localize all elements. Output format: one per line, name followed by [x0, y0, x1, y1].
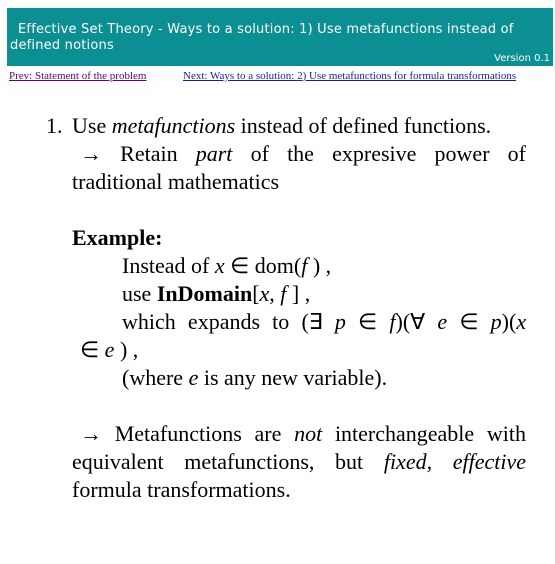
item-emphasis: metafunctions [111, 113, 236, 138]
example-line-3-continued: ∈ e ) , [80, 337, 139, 362]
retain-emphasis: part [195, 141, 233, 166]
item-text: Use [72, 113, 107, 138]
metafunction-note: → Metafunctions are not interchangeable with equivalent metafunctions, but fixed, effective formula transformations. [72, 421, 527, 502]
prev-link[interactable]: Prev: Statement of the problem [9, 70, 147, 82]
retain-text: of the expresive power of traditional mathematics [72, 141, 527, 194]
page-title: Effective Set Theory - Ways to a solution: 1) Use metafunctions instead of defined notions [10, 22, 514, 53]
header-banner [7, 8, 553, 66]
example-heading: Example: [72, 225, 163, 250]
slide-content [46, 112, 527, 504]
example-line-1: Instead of x ∈ dom(f ) , [122, 253, 332, 278]
list-item-number: 1. [46, 113, 63, 138]
right-arrow-icon: → [80, 141, 102, 166]
example-line-3: which expands to (∃ p ∈ f)(∀ e ∈ p)(x [122, 309, 527, 334]
retain-text: Retain [120, 141, 178, 166]
retain-note [72, 140, 526, 196]
version-label: Version 0.1 [494, 53, 550, 64]
next-link[interactable]: Next: Ways to a solution: 2) Use metafunctions for formula transformations [183, 70, 517, 82]
item-text: instead of defined functions. [240, 113, 492, 138]
example-line-4: (where e is any new variable). [122, 365, 388, 390]
list-item-1 [46, 112, 526, 140]
right-arrow-icon: → [80, 421, 102, 446]
example-line-2: use InDomain[x, f ] , [122, 281, 311, 306]
